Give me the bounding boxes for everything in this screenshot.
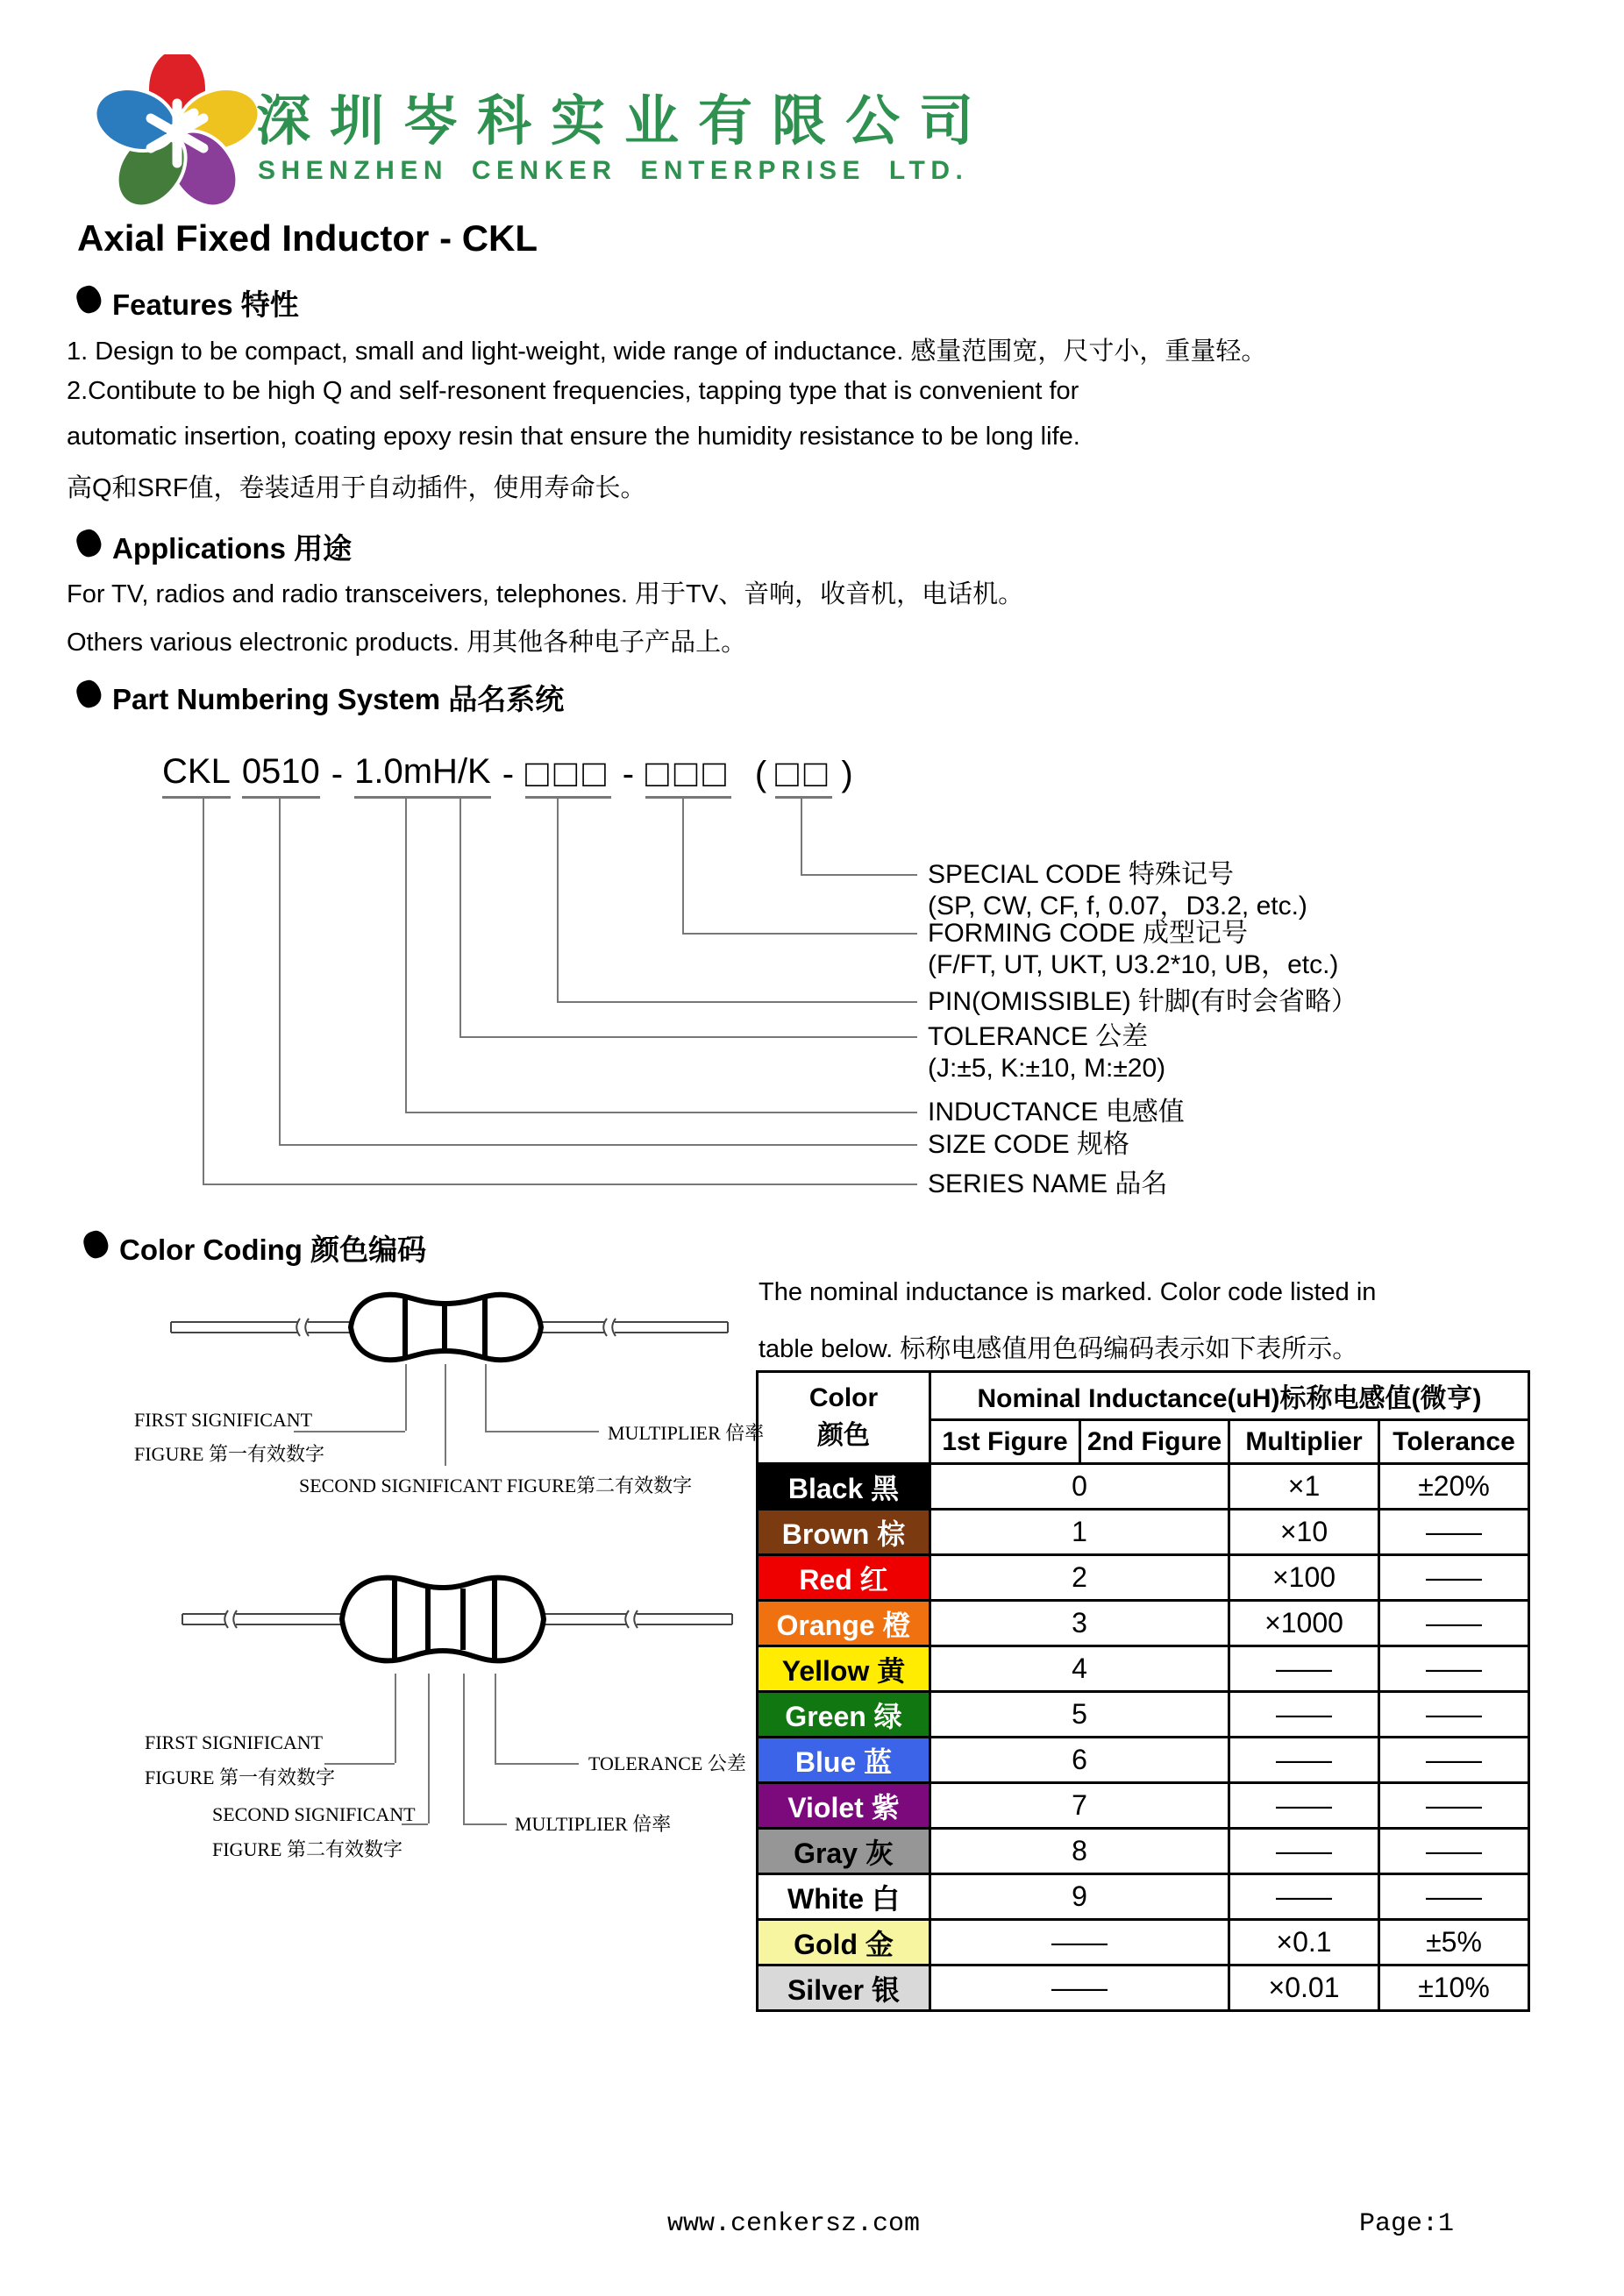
table-row-violet (758, 1783, 1529, 1829)
tolerance-cell: ±5% (1379, 1920, 1529, 1965)
diagram2-pointer (395, 1674, 396, 1763)
section-bullet-icon (75, 527, 104, 559)
tolerance-cell: ±10% (1379, 1965, 1529, 2011)
diagram1-pointer (405, 1364, 407, 1431)
inductor-4band-drawing (171, 1562, 741, 1676)
pn-connector-line (557, 1001, 917, 1003)
pn-pin-boxes: □□□ (525, 757, 611, 799)
col-header-tolerance: Tolerance (1379, 1420, 1529, 1464)
color-name-cell: Gold 金 (758, 1920, 930, 1965)
pn-connector-line (459, 796, 461, 1036)
diagram1-pointer (445, 1364, 446, 1466)
diagram2-first-figure-label2: FIGURE 第一有效数字 (145, 1766, 335, 1788)
color-name-cell: Violet 紫 (758, 1783, 930, 1829)
figure-cell: 3 (930, 1601, 1229, 1646)
table-row-silver (758, 1965, 1529, 2011)
inductor-3band-drawing (167, 1282, 732, 1369)
section-bullet-icon (75, 678, 104, 710)
col-header-color-cn: 颜色 (817, 1421, 870, 1450)
table-row-black (758, 1464, 1529, 1510)
multiplier-cell: —— (1229, 1874, 1379, 1920)
figure-cell: 6 (930, 1738, 1229, 1783)
pn-connector-line (203, 1184, 917, 1185)
tolerance-cell: —— (1379, 1692, 1529, 1738)
pn-tolerance: /K (458, 752, 491, 799)
footer-page-number: Page:1 (1359, 2209, 1455, 2239)
col-header-2nd-figure: 2nd Figure (1080, 1420, 1229, 1464)
company-name-english: SHENZHEN CENKER ENTERPRISE LTD. (258, 156, 969, 185)
color-coding-heading: Color Coding 颜色编码 (119, 1233, 427, 1266)
color-name-cell: Red 红 (758, 1555, 930, 1601)
table-row-red (758, 1555, 1529, 1601)
diagram1-pointer (485, 1431, 599, 1432)
multiplier-cell: —— (1229, 1738, 1379, 1783)
features-line-3: automatic insertion, coating epoxy resin that ensure the humidity resistance to be long life. (67, 423, 1080, 451)
pn-connector-line (203, 796, 204, 1184)
color-code-table (756, 1370, 1530, 2012)
diagram2-first-figure-label: FIRST SIGNIFICANT (145, 1731, 324, 1753)
table-row-gray (758, 1829, 1529, 1874)
col-header-1st-figure: 1st Figure (930, 1420, 1080, 1464)
part-numbering-heading: Part Numbering System 品名系统 (112, 683, 565, 715)
features-line-2: 2.Contibute to be high Q and self-resonent frequencies, tapping type that is convenient for (67, 377, 1079, 405)
diagram2-pointer (428, 1674, 430, 1823)
multiplier-cell: ×10 (1229, 1510, 1379, 1555)
tolerance-cell: —— (1379, 1738, 1529, 1783)
diagram2-second-figure-label: SECOND SIGNIFICANT (212, 1803, 416, 1825)
multiplier-cell: ×0.1 (1229, 1920, 1379, 1965)
diagram2-pointer (324, 1763, 395, 1765)
diagram2-pointer (463, 1823, 507, 1825)
figure-cell: 1 (930, 1510, 1229, 1555)
multiplier-cell: —— (1229, 1692, 1379, 1738)
label-tolerance: TOLERANCE 公差 (928, 1022, 1149, 1051)
diagram1-first-figure-label: FIRST SIGNIFICANT (134, 1409, 313, 1431)
pn-connector-line (682, 933, 917, 935)
color-name-cell: Orange 橙 (758, 1601, 930, 1646)
figure-cell: 8 (930, 1829, 1229, 1874)
diagram2-multiplier-label: MULTIPLIER 倍率 (515, 1813, 672, 1835)
label-series-name: SERIES NAME 品名 (928, 1169, 1168, 1198)
diagram2-pointer (463, 1674, 465, 1823)
figure-cell: 9 (930, 1874, 1229, 1920)
table-row-orange (758, 1601, 1529, 1646)
pn-connector-line (557, 796, 559, 1001)
section-bullet-icon (82, 1228, 111, 1261)
color-name-cell: Black 黑 (758, 1464, 930, 1510)
figure-cell: —— (930, 1920, 1229, 1965)
figure-cell: 0 (930, 1464, 1229, 1510)
figure-cell: 4 (930, 1646, 1229, 1692)
cenker-flower-logo-icon (96, 54, 260, 214)
color-code-note-1: The nominal inductance is marked. Color code listed in (759, 1278, 1377, 1306)
pn-dash: - (502, 755, 515, 793)
table-row-white (758, 1874, 1529, 1920)
color-name-cell: White 白 (758, 1874, 930, 1920)
section-bullet-icon (75, 283, 104, 316)
label-special-code-sub: (SP, CW, CF, f, 0.07，D3.2, etc.) (928, 892, 1307, 921)
multiplier-cell: —— (1229, 1829, 1379, 1874)
diagram2-pointer (495, 1763, 579, 1765)
pn-paren-close: ) (841, 755, 853, 793)
pn-connector-line (682, 796, 684, 933)
diagram1-first-figure-label2: FIGURE 第一有效数字 (134, 1443, 324, 1465)
color-name-cell: Silver 银 (758, 1965, 930, 2011)
label-forming-code-sub: (F/FT, UT, UKT, U3.2*10, UB，etc.) (928, 950, 1339, 979)
page-title: Axial Fixed Inductor - CKL (77, 217, 538, 259)
multiplier-cell: —— (1229, 1783, 1379, 1829)
multiplier-cell: ×0.01 (1229, 1965, 1379, 2011)
multiplier-cell: ×1000 (1229, 1601, 1379, 1646)
col-header-color (758, 1372, 930, 1464)
col-header-color-en: Color (808, 1383, 879, 1412)
color-code-note-2: table below. 标称电感值用色码编码表示如下表所示。 (759, 1335, 1358, 1363)
diagram1-pointer (485, 1364, 487, 1431)
pn-connector-line (801, 796, 802, 874)
label-forming-code: FORMING CODE 成型记号 (928, 919, 1248, 948)
pn-connector-line (279, 796, 281, 1144)
tolerance-cell: —— (1379, 1646, 1529, 1692)
color-name-cell: Yellow 黄 (758, 1646, 930, 1692)
pn-forming-boxes: □□□ (645, 757, 731, 799)
col-header-multiplier: Multiplier (1229, 1420, 1379, 1464)
pn-dash: - (622, 755, 635, 793)
footer-website: www.cenkersz.com (666, 2209, 921, 2239)
applications-line-2: Others various electronic products. 用其他各种电子产品上。 (67, 629, 747, 657)
diagram2-tolerance-label: TOLERANCE 公差 (588, 1752, 746, 1774)
tolerance-cell: —— (1379, 1874, 1529, 1920)
features-heading: Features 特性 (112, 288, 299, 321)
tolerance-cell: —— (1379, 1601, 1529, 1646)
applications-heading: Applications 用途 (112, 532, 353, 565)
company-name-chinese: 深圳岑科实业有限公司 (256, 91, 994, 152)
tolerance-cell: —— (1379, 1510, 1529, 1555)
color-name-cell: Blue 蓝 (758, 1738, 930, 1783)
multiplier-cell: —— (1229, 1646, 1379, 1692)
label-inductance: INDUCTANCE 电感值 (928, 1098, 1185, 1127)
table-row-green (758, 1692, 1529, 1738)
table-row-blue (758, 1738, 1529, 1783)
color-name-cell: Green 绿 (758, 1692, 930, 1738)
pn-dash: - (331, 755, 344, 793)
table-row-yellow (758, 1646, 1529, 1692)
label-pin: PIN(OMISSIBLE) 针脚(有时会省略） (928, 987, 1358, 1016)
pn-connector-line (801, 874, 917, 876)
label-tolerance-sub: (J:±5, K:±10, M:±20) (928, 1054, 1166, 1083)
col-header-nominal-inductance: Nominal Inductance(uH)标称电感值(微亨) (930, 1372, 1529, 1420)
tolerance-cell: —— (1379, 1555, 1529, 1601)
figure-cell: 5 (930, 1692, 1229, 1738)
pn-series: CKL (162, 752, 231, 799)
pn-connector-line (405, 1112, 917, 1113)
pn-connector-line (279, 1144, 917, 1146)
label-special-code: SPECIAL CODE 特殊记号 (928, 860, 1234, 889)
pn-paren-open: ( (754, 755, 767, 793)
tolerance-cell: ±20% (1379, 1464, 1529, 1510)
pn-connector-line (405, 796, 407, 1112)
pn-size: 0510 (242, 752, 320, 799)
multiplier-cell: ×1 (1229, 1464, 1379, 1510)
figure-cell: 7 (930, 1783, 1229, 1829)
color-name-cell: Brown 棕 (758, 1510, 930, 1555)
pn-connector-line (459, 1036, 917, 1038)
table-row-brown (758, 1510, 1529, 1555)
features-line-4: 高Q和SRF值，卷装适用于自动插件，使用寿命长。 (67, 474, 646, 502)
table-row-gold (758, 1920, 1529, 1965)
diagram2-second-figure-label2: FIGURE 第二有效数字 (212, 1838, 402, 1860)
tolerance-cell: —— (1379, 1783, 1529, 1829)
diagram2-pointer (495, 1674, 496, 1763)
color-name-cell: Gray 灰 (758, 1829, 930, 1874)
pn-special-boxes: □□ (775, 757, 832, 799)
applications-line-1: For TV, radios and radio transceivers, telephones. 用于TV、音响，收音机，电话机。 (67, 580, 1024, 608)
diagram1-second-figure-label: SECOND SIGNIFICANT FIGURE第二有效数字 (299, 1475, 693, 1496)
pn-inductance: 1.0mH (354, 752, 458, 799)
multiplier-cell: ×100 (1229, 1555, 1379, 1601)
part-number-example (162, 752, 853, 799)
label-size-code: SIZE CODE 规格 (928, 1130, 1130, 1159)
features-line-1: 1. Design to be compact, small and light-weight, wide range of inductance. 感量范围宽，尺寸小，重量轻。 (67, 338, 1267, 366)
tolerance-cell: —— (1379, 1829, 1529, 1874)
diagram1-multiplier-label: MULTIPLIER 倍率 (608, 1422, 765, 1444)
figure-cell: —— (930, 1965, 1229, 2011)
figure-cell: 2 (930, 1555, 1229, 1601)
